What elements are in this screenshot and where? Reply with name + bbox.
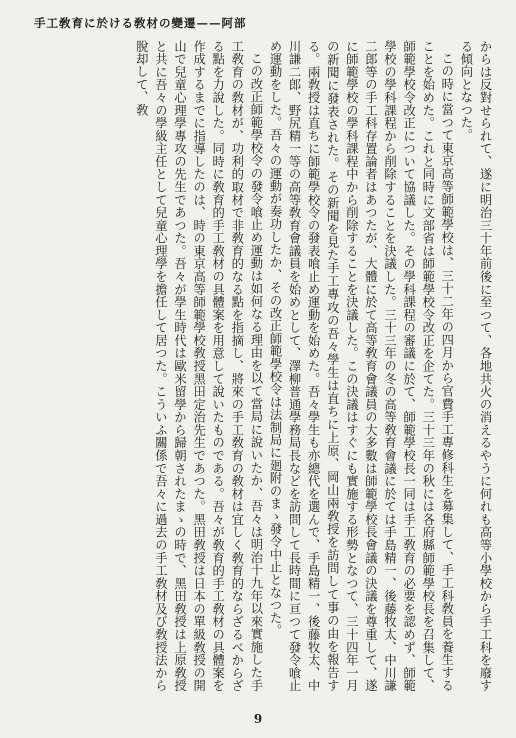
running-title: 手工敎育に於ける敎材の變遷——阿部 [34,16,247,30]
paragraph: この改正師範學校令の發令喰止め運動は如何なる理由を以て當局に說いたか、吾々は明治十九年以來實施した手工敎育の敎材が、功利的取材で非敎育的なる點を指摘し、將來の手工敎育の敎材は宜しく敎育的ならざるべからざる點を力說した。同時に敎育的手工敎材の具體案を用意して說いたものである。吾々が敎育的手工敎材の具體案を作成するまでに指導したのは、時の東京高等師範學校敎授黑田定治先生であつた。黑田敎授は日本の單級敎授の開山で兒童心理學專攻の先生であつた。吾々が學生時代は歐米留學から歸朝されたまゝの時で、黑田敎授は上原敎授と共に吾々の學級主任として兒童心理學を擔任して居つた。こういふ關係で吾々に過去の手工敎材及び敎授法から脫却して、敎 [134,40,263,692]
page-number: 9 [253,712,263,726]
paragraph: この時に當つて東京高等師範學校は、三十二年の四月から官費手工專修科生を募集して、手工科敎員を養生することを始めた。これと同時に文部省は師範學校令改正を企てた。三十三年の秋には各府縣師範學校長を召集して、師範學校令改正について協議した。その學科課程の審議に於て、師範學校長一同は手工敎育の必要を認めず、師範學校の學科課程から削除することを決議した。三十三年の冬の高等敎育會議に於ては手島精一、後藤牧太、中川謙二郎等の手工科存置論者はあつたが、大體に於て高等敎育會議員の大多數は師範學校長會議の決議を尊重して、遂に師範學校の學科課程中から削除することを決議した。この決議はすぐにも實施する形勢となつて、三十四年一月の新聞に發表された。その新聞を見た手工專攻の吾々學生は直ちに上原、岡山兩敎授を訪問して事の由を報告する。兩敎授は直ちに師範學校令の發表喰止め運動を始めた。吾々學生も亦總代を選んで、手島精一、後藤牧太、中川謙二郎、野尻精一等の高等敎育會議員を始めとして、澤柳普通學務局長などを訪問して長時間に亘つて發令喰止め運動をした。吾々の運動が奏功したか、その改正師範學校令は法制局に廻附のまゝ發令中止となつた。 [267,40,454,692]
paragraph: からは反對せられて、遂に明治三十年前後に至つて、各地共火の消えるやうに何れも高等小學校から手工科を廢する傾向となつた。 [458,40,492,692]
body-text [32,40,494,692]
